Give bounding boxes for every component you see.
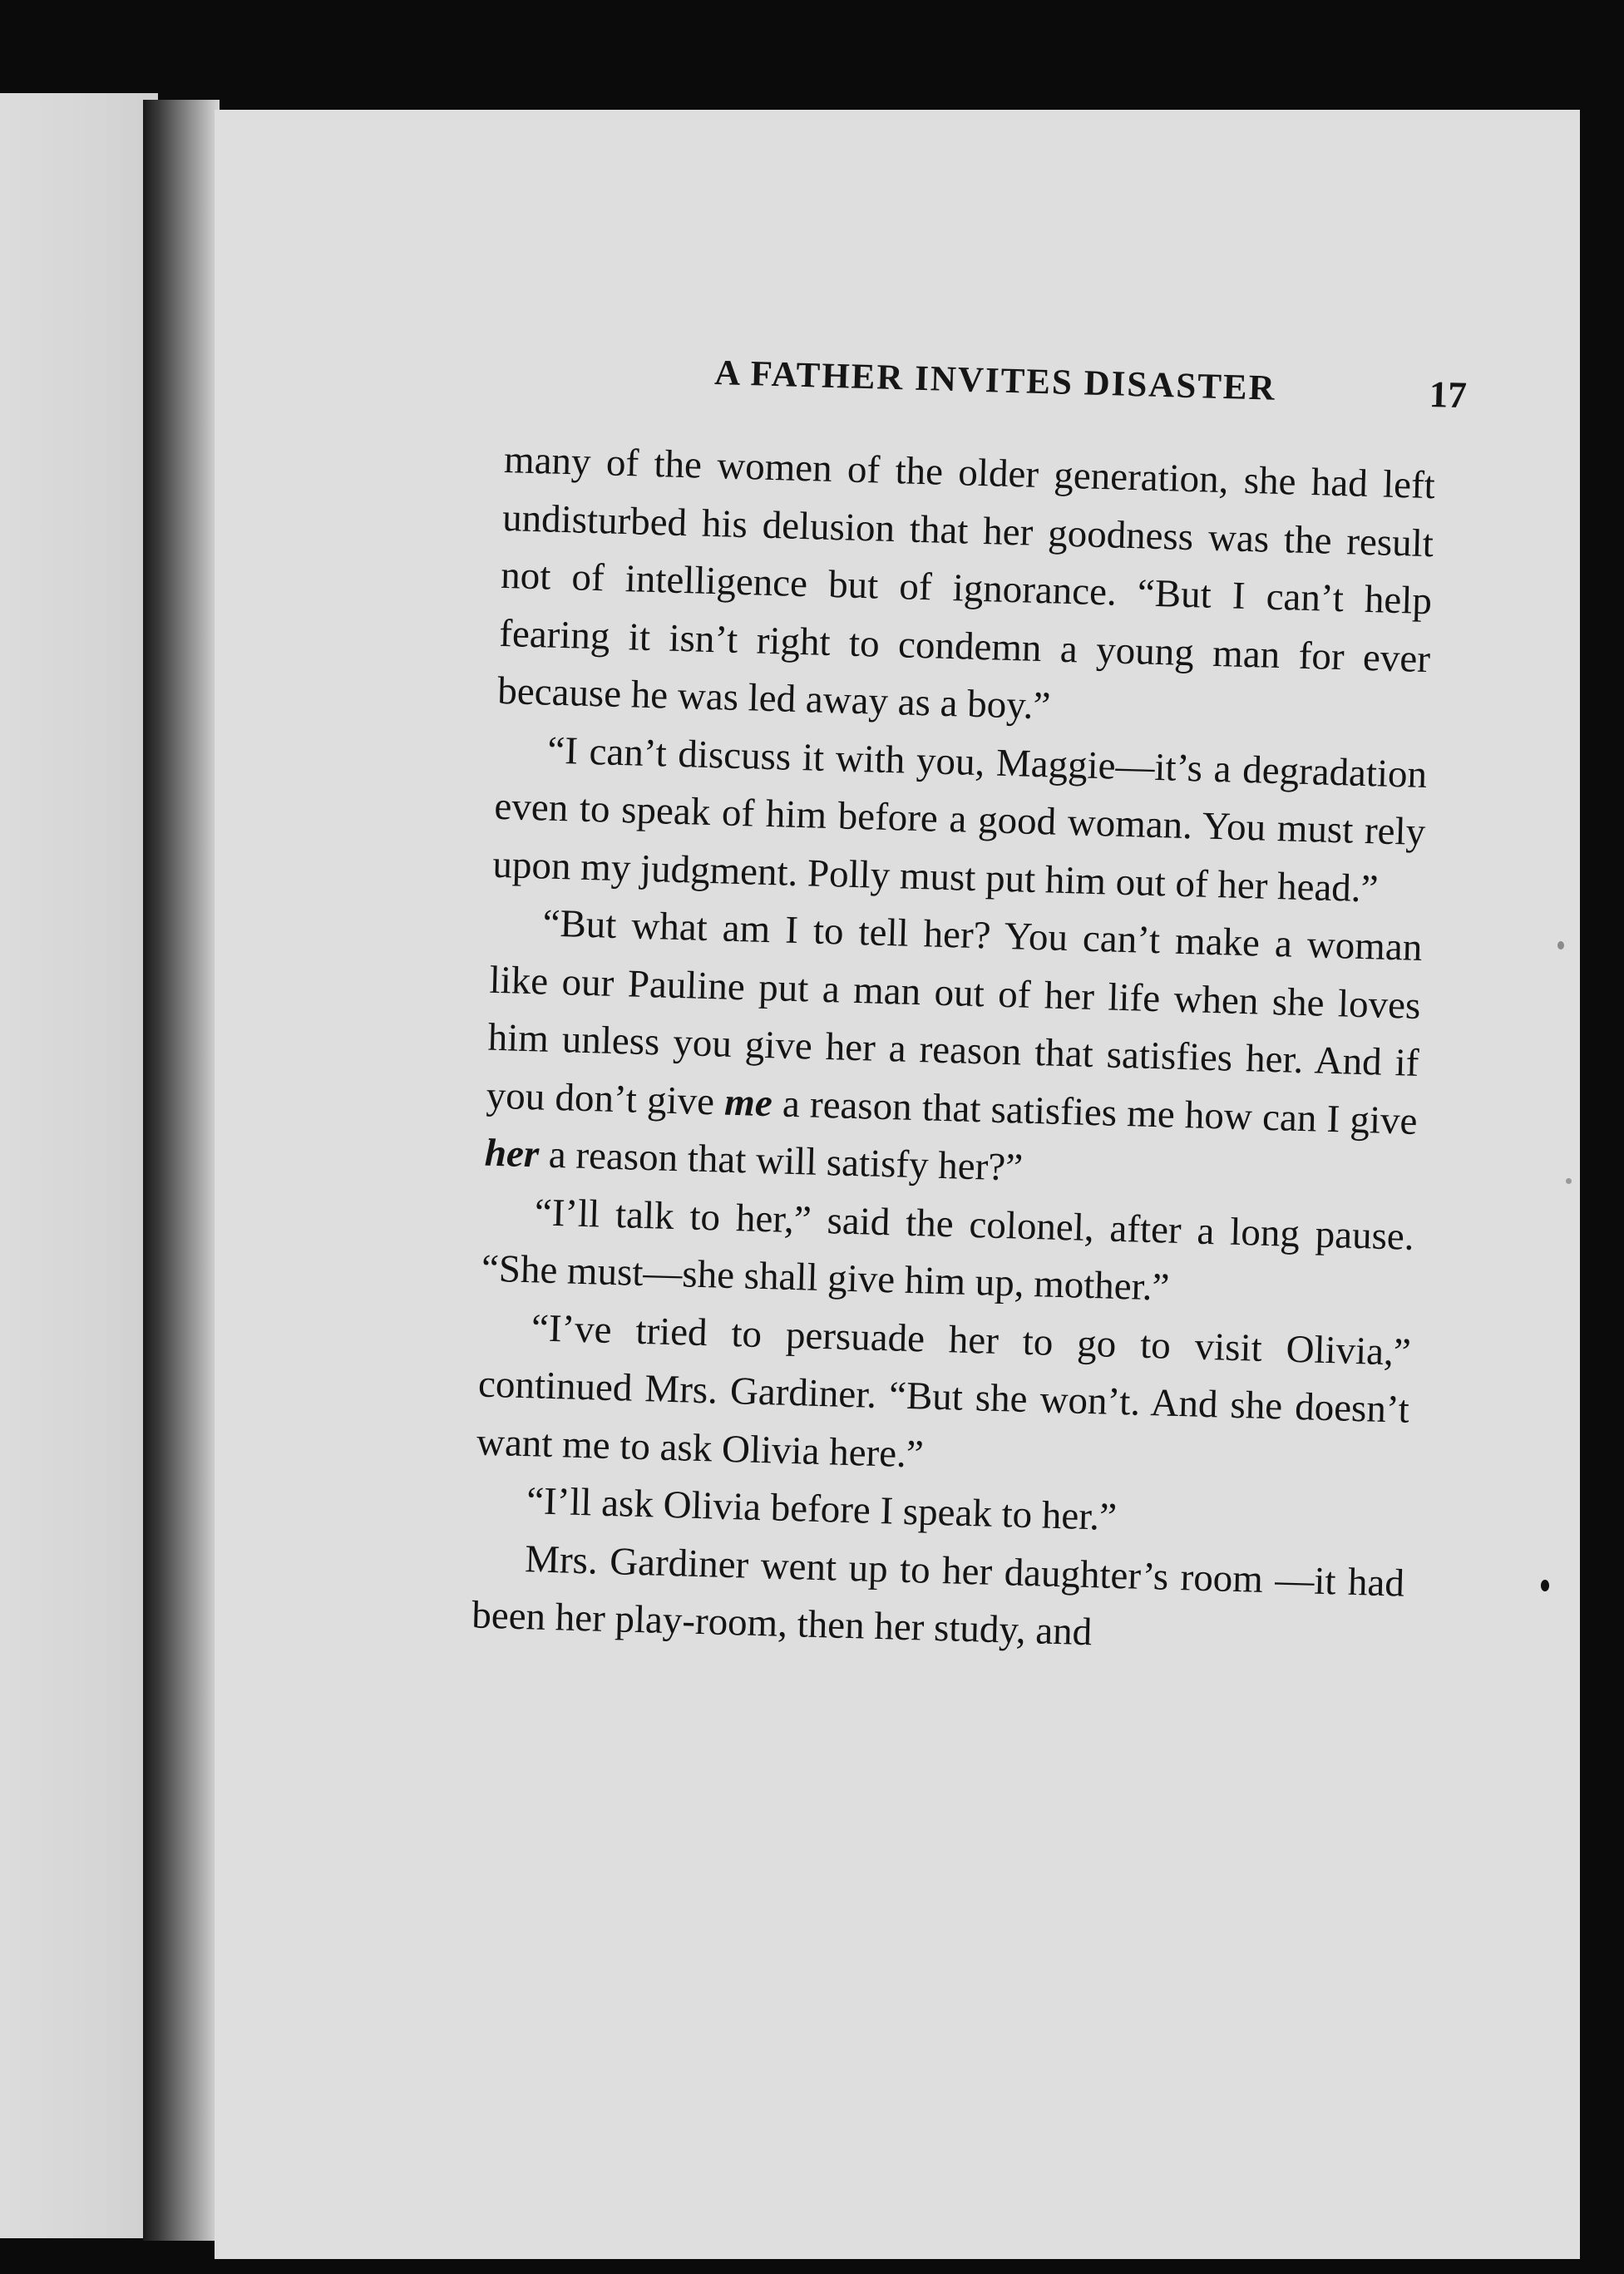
- italic-emphasis: me: [723, 1080, 773, 1125]
- page-content: [471, 347, 1488, 1672]
- body-text: [471, 432, 1435, 1670]
- paragraph-text: “I’ll ask Olivia before I speak to her.”: [526, 1479, 1118, 1540]
- paragraph-text: Mrs. Gardiner went up to her daughter’s room —it had been her play-room, then her study, and: [471, 1537, 1405, 1655]
- facing-page-edge: [0, 93, 158, 2238]
- paragraph-text: many of the women of the older generation, she had left undisturbed his delusion that her goodness was the result not of intelligence but of ignorance. “But I can’t help fearing it isn’t right to condemn a young man for ever because he was led away as a boy.”: [496, 437, 1436, 728]
- book-gutter-shadow: [143, 100, 220, 2241]
- paragraph-text: “I’ll talk to her,” said the colonel, after a long pause. “She must—she shall give him up, mother.”: [481, 1190, 1415, 1310]
- running-head: [506, 347, 1488, 432]
- running-title: A FATHER INVITES DISASTER: [713, 353, 1277, 408]
- page-number: 17: [1429, 372, 1468, 417]
- paragraph-text: a reason that satisfies me how can I give: [772, 1081, 1419, 1143]
- paragraph-text: “But what am I to tell her? You can’t make a woman like our Pauline put a man out of her life when she loves him unless you give her a reason that satisfies her. And if you don’t give: [486, 901, 1423, 1124]
- paragraph: [484, 894, 1423, 1209]
- paragraph: [476, 1298, 1411, 1497]
- paragraph-text: “I can’t discuss it with you, Maggie—it’s a degradation even to speak of him before a good woman. You must rely upon my judgment. Polly must put him out of her head.”: [491, 728, 1428, 910]
- dust-speck: [1541, 1580, 1549, 1591]
- paragraph: [496, 432, 1435, 747]
- dust-speck: [1566, 1178, 1572, 1184]
- italic-emphasis: her: [484, 1131, 540, 1176]
- book-page: [215, 110, 1580, 2259]
- paragraph-text: “I’ve tried to persuade her to go to visit Olivia,” continued Mrs. Gardiner. “But she won’t. And she doesn’t want me to ask Olivia here.”: [476, 1305, 1412, 1476]
- paragraph-text: a reason that will satisfy her?”: [538, 1132, 1024, 1190]
- dust-speck: [1557, 941, 1564, 950]
- paragraph: [492, 720, 1428, 920]
